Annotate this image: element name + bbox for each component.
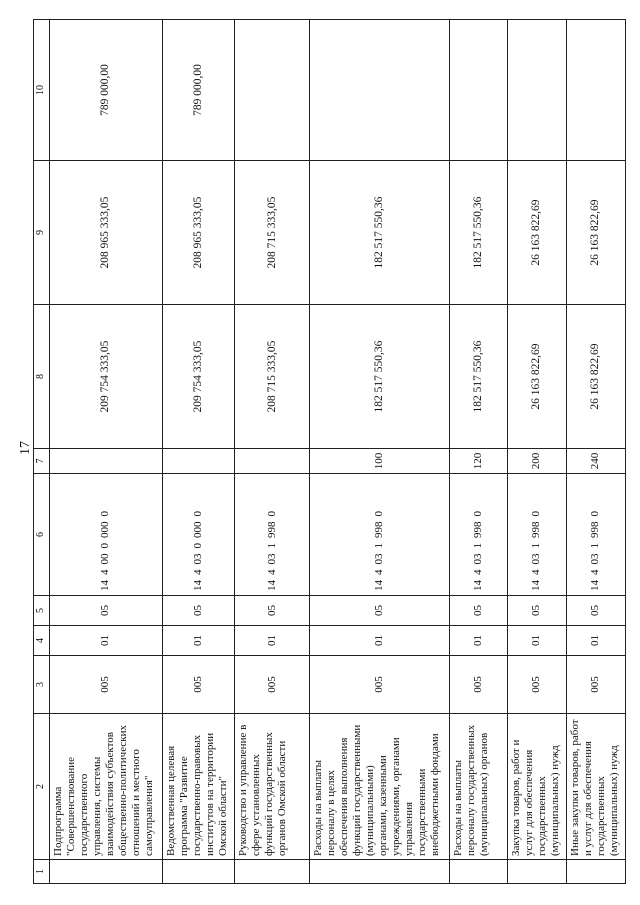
admin-code-cell: 005 bbox=[235, 656, 310, 714]
target-article-part: 0 bbox=[530, 511, 543, 517]
subsection-cell: 05 bbox=[162, 596, 235, 626]
target-article-cell bbox=[310, 474, 450, 596]
target-article-part: 03 bbox=[589, 553, 602, 565]
target-article-part: 998 bbox=[265, 521, 278, 538]
column-number: 9 bbox=[34, 161, 50, 305]
target-article-part: 0 bbox=[471, 511, 484, 517]
column-number: 10 bbox=[34, 20, 50, 161]
table-row bbox=[507, 20, 566, 884]
row-number-cell bbox=[566, 860, 625, 884]
subsection-cell: 05 bbox=[49, 596, 162, 626]
admin-code-cell: 005 bbox=[310, 656, 450, 714]
target-article-part: 14 bbox=[265, 580, 278, 591]
target-article-part: 4 bbox=[471, 569, 484, 575]
amount-total-cell: 209 754 333,05 bbox=[162, 305, 235, 449]
expense-type-cell bbox=[49, 449, 162, 474]
row-number-cell bbox=[49, 860, 162, 884]
target-article-part: 03 bbox=[192, 553, 205, 565]
admin-code-cell: 005 bbox=[162, 656, 235, 714]
subsection-cell: 05 bbox=[235, 596, 310, 626]
target-article-part: 000 bbox=[192, 521, 205, 538]
row-number-cell bbox=[450, 860, 507, 884]
row-name-cell: Расходы на выплаты персоналу в целях обеспечения выполнения функций государственными (муниципальными) органами, казенными учреждениями, органами управления государственными внебюджетными фондами bbox=[310, 714, 450, 860]
expense-type-cell: 200 bbox=[507, 449, 566, 474]
column-number: 3 bbox=[34, 656, 50, 714]
amount-col9-cell: 208 965 333,05 bbox=[49, 161, 162, 305]
row-number-cell bbox=[235, 860, 310, 884]
amount-col10-cell bbox=[235, 20, 310, 161]
target-article-part: 14 bbox=[471, 580, 484, 591]
section-cell: 01 bbox=[450, 626, 507, 656]
target-article-part: 0 bbox=[265, 511, 278, 517]
row-name-cell: Руководство и управление в сфере установленных функций государственных органов Омской области bbox=[235, 714, 310, 860]
amount-col9-cell: 182 517 550,36 bbox=[310, 161, 450, 305]
target-article-part: 03 bbox=[530, 553, 543, 565]
expense-type-cell bbox=[162, 449, 235, 474]
amount-col10-cell: 789 000,00 bbox=[49, 20, 162, 161]
section-cell: 01 bbox=[49, 626, 162, 656]
expense-type-cell: 120 bbox=[450, 449, 507, 474]
column-number: 4 bbox=[34, 626, 50, 656]
table-row bbox=[566, 20, 625, 884]
section-cell: 01 bbox=[235, 626, 310, 656]
target-article-part: 998 bbox=[530, 521, 543, 538]
column-number: 8 bbox=[34, 305, 50, 449]
target-article-cell bbox=[566, 474, 625, 596]
amount-col10-cell: 789 000,00 bbox=[162, 20, 235, 161]
subsection-cell: 05 bbox=[450, 596, 507, 626]
column-number: 1 bbox=[34, 860, 50, 884]
amount-col10-cell bbox=[507, 20, 566, 161]
target-article-cell bbox=[507, 474, 566, 596]
page-number: 17 bbox=[18, 441, 33, 455]
table-row bbox=[235, 20, 310, 884]
target-article-cell bbox=[235, 474, 310, 596]
target-article-part: 4 bbox=[589, 569, 602, 575]
column-number: 6 bbox=[34, 474, 50, 596]
admin-code-cell: 005 bbox=[566, 656, 625, 714]
row-number-cell bbox=[162, 860, 235, 884]
target-article-part: 4 bbox=[530, 569, 543, 575]
row-name-cell: Расходы на выплаты персоналу государственных (муниципальных) органов bbox=[450, 714, 507, 860]
section-cell: 01 bbox=[566, 626, 625, 656]
target-article-part: 1 bbox=[265, 543, 278, 549]
amount-col9-cell: 26 163 822,69 bbox=[566, 161, 625, 305]
amount-col9-cell: 26 163 822,69 bbox=[507, 161, 566, 305]
amount-col9-cell: 208 965 333,05 bbox=[162, 161, 235, 305]
target-article-part: 14 bbox=[99, 580, 112, 591]
column-number: 5 bbox=[34, 596, 50, 626]
table-row bbox=[162, 20, 235, 884]
target-article-part: 1 bbox=[589, 543, 602, 549]
amount-total-cell: 209 754 333,05 bbox=[49, 305, 162, 449]
target-article-part: 14 bbox=[373, 580, 386, 591]
admin-code-cell: 005 bbox=[507, 656, 566, 714]
amount-col10-cell bbox=[450, 20, 507, 161]
target-article-part: 03 bbox=[373, 553, 386, 565]
target-article-cell bbox=[49, 474, 162, 596]
subsection-cell: 05 bbox=[566, 596, 625, 626]
row-name-cell: Закупка товаров, работ и услуг для обеспечения государственных (муниципальных) нужд bbox=[507, 714, 566, 860]
target-article-part: 03 bbox=[471, 553, 484, 565]
target-article-part: 4 bbox=[99, 569, 112, 575]
section-cell: 01 bbox=[310, 626, 450, 656]
target-article-part: 000 bbox=[99, 521, 112, 538]
subsection-cell: 05 bbox=[310, 596, 450, 626]
table-row bbox=[310, 20, 450, 884]
target-article-part: 4 bbox=[373, 569, 386, 575]
target-article-cell bbox=[162, 474, 235, 596]
section-cell: 01 bbox=[507, 626, 566, 656]
target-article-part: 4 bbox=[192, 569, 205, 575]
row-name-cell: Иные закупки товаров, работ и услуг для обеспечения государственных (муниципальных) нужд bbox=[566, 714, 625, 860]
amount-total-cell: 208 715 333,05 bbox=[235, 305, 310, 449]
target-article-part: 998 bbox=[471, 521, 484, 538]
column-number: 2 bbox=[34, 714, 50, 860]
target-article-part: 0 bbox=[192, 511, 205, 517]
target-article-part: 03 bbox=[265, 553, 278, 565]
admin-code-cell: 005 bbox=[49, 656, 162, 714]
amount-col10-cell bbox=[566, 20, 625, 161]
target-article-cell bbox=[450, 474, 507, 596]
target-article-part: 14 bbox=[589, 580, 602, 591]
target-article-part: 0 bbox=[99, 511, 112, 517]
amount-col9-cell: 208 715 333,05 bbox=[235, 161, 310, 305]
column-number-row bbox=[34, 20, 50, 884]
target-article-part: 1 bbox=[530, 543, 543, 549]
target-article-part: 0 bbox=[99, 543, 112, 549]
amount-total-cell: 182 517 550,36 bbox=[450, 305, 507, 449]
expense-type-cell: 240 bbox=[566, 449, 625, 474]
target-article-part: 0 bbox=[192, 543, 205, 549]
target-article-part: 1 bbox=[471, 543, 484, 549]
row-name-cell: Подпрограмма "Совершенствование государственного управления, системы взаимодействия субъектов общественно-политических отношений и местного самоуправления" bbox=[49, 714, 162, 860]
amount-col10-cell bbox=[310, 20, 450, 161]
amount-col9-cell: 182 517 550,36 bbox=[450, 161, 507, 305]
section-cell: 01 bbox=[162, 626, 235, 656]
amount-total-cell: 26 163 822,69 bbox=[566, 305, 625, 449]
target-article-part: 00 bbox=[99, 553, 112, 565]
row-number-cell bbox=[507, 860, 566, 884]
target-article-part: 998 bbox=[589, 521, 602, 538]
table-row bbox=[49, 20, 162, 884]
budget-table bbox=[33, 19, 626, 884]
expense-type-cell bbox=[235, 449, 310, 474]
target-article-part: 14 bbox=[530, 580, 543, 591]
target-article-part: 1 bbox=[373, 543, 386, 549]
admin-code-cell: 005 bbox=[450, 656, 507, 714]
target-article-part: 998 bbox=[373, 521, 386, 538]
target-article-part: 0 bbox=[589, 511, 602, 517]
table-row bbox=[450, 20, 507, 884]
target-article-part: 14 bbox=[192, 580, 205, 591]
column-number: 7 bbox=[34, 449, 50, 474]
expense-type-cell: 100 bbox=[310, 449, 450, 474]
target-article-part: 0 bbox=[373, 511, 386, 517]
row-number-cell bbox=[310, 860, 450, 884]
row-name-cell: Ведомственная целевая программа "Развитие государственно-правовых институтов на территории Омской области" bbox=[162, 714, 235, 860]
target-article-part: 4 bbox=[265, 569, 278, 575]
amount-total-cell: 182 517 550,36 bbox=[310, 305, 450, 449]
subsection-cell: 05 bbox=[507, 596, 566, 626]
budget-table-rotated bbox=[33, 20, 626, 884]
amount-total-cell: 26 163 822,69 bbox=[507, 305, 566, 449]
